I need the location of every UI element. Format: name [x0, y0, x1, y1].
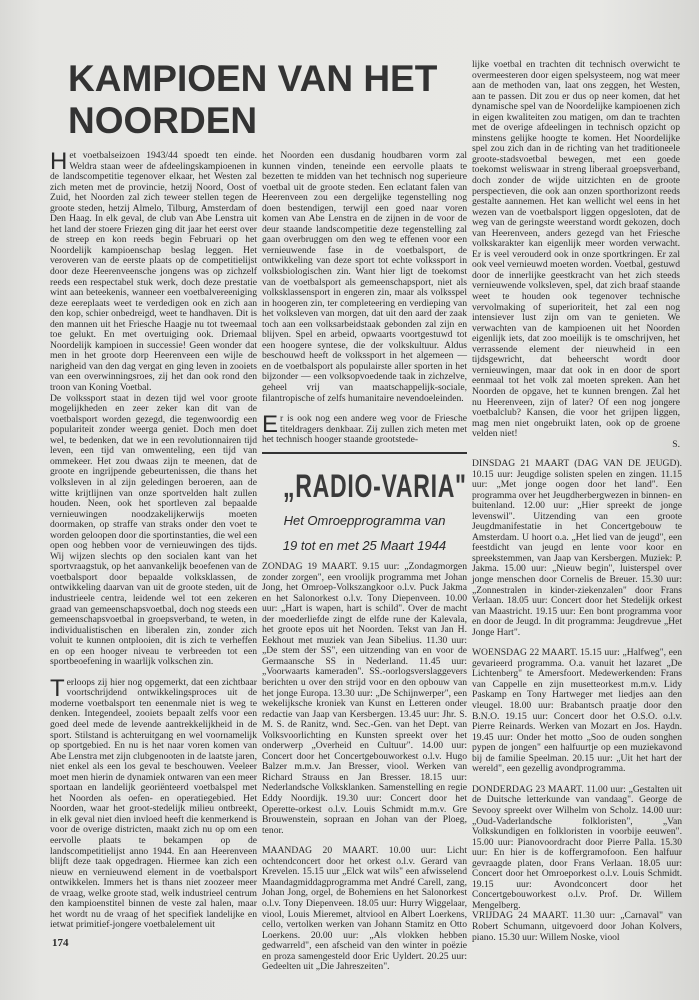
radio-date-range: 19 tot en met 25 Maart 1944 — [282, 538, 447, 553]
program-day: WOENSDAG 22 MAART. 15.15 uur: „Halfweg", een gevarieerd programma. O.a. vanuit het lazaret „De Lichtenberg" te Amersfoort. Medewerkenden: Frans van Cappelle en zijn musetteorkest m.m.v. Lidy Paskamp en Tony Hartweger met liedjes aan den vleugel. 18.00 uur: Brabantsch praatje door den B.N.O. 19.15 uur: Concert door het O.S.O. o.l.v. Pierre Reinards. Werken van Mozart en Jos. Haydn. 19.45 uur: Onder het motto „Soo de ouden songhen pypen de jongen" een halfuurtje op een muziekavond bij de familie Speelman. 20.15 uur: „Uit het hart der wereld", een gezellig avondprogramma. — [472, 647, 682, 775]
article-title — [68, 58, 463, 142]
paragraph: De volkssport staat in dezen tijd wel voor groote mogelijkheden en zeer zeker kan dit van de voetbalsport worden gezegd, die tegenwoordig een populariteit zonder weerga geniet. Doch men doet wel, te bedenken, dat we in een revolutionnairen tijd leven, een tijd van omwenteling, een tijd van ommekeer. Het zou dwaas zijn te meenen, dat de groote en ingrijpende gebeurtenissen, die thans het volksleven in al zijn geledingen beroeren, aan de witte krijtlijnen van onze sportvelden halt zullen houden. Neen, ook het sportleven zal bepaalde vernieuwingen noodzakelijkerwijs moeten doormaken, op straffe van straks onder den voet te worden geloopen door die sportinstanties, die wel een open oog hebben voor de vernieuwingen des tijds. Wij wijzen slechts op den socialen kant van het sportvraagstuk, op het aanvankelijk beoefenen van de voetbalsport door bepaalde volksklassen, de ontwikkeling daarvan van uit de groote steden, uit de industrieele centra, leidende wel tot een zekeren graad van gemeenschapsvoetbal, doch nog steeds een gemeenschapsvoetbal in groepsverband, te weten, in individualistischen en liberalen zin, zonder zich voluit te kunnen ontplooien, dit is zich te verheffen en op een hooger niveau te verbreeden tot een sportbeoefening in waarlijk volkschen zin. — [50, 392, 257, 668]
program-day: DINSDAG 21 MAART (DAG VAN DE JEUGD). 10.15 uur: Jeugdige solisten spelen en zingen. 11.15 uur: „Met jonge oogen door het land". Een programma over het Jeugdherbergwezen in binnen- en buitenland. 12.00 uur: „Hier spreekt de jonge levenswil". Uitzending van een groote Jeugdmanifestatie in het Concertgebouw te Amsterdam. U hoort o.a. „Het lied van de jeugd", een feestdicht van jeugd en lente voor koor en spreekstemmen, van Jaap van Kersbergen. Muziek: P. Jakma. 15.00 uur: „Nieuw begin", luisterspel over jonge menschen door Cornelis de Breuer. 15.30 uur: „Zonnestralen in kinder-ziekenzalen" door Frans Verlaan. 18.05 uur: Concert door het Stedelijk orkest van Maastricht. 19.15 uur: Een bont programma voor en door de Jeugd. In dit programma: Jeugdrevue „Het Jonge Hart". — [472, 458, 682, 638]
radio-section-title: „RADIO-VARIA" — [283, 468, 467, 504]
program-day: ZONDAG 19 MAART. 9.15 uur: „Zondagmorgen zonder zorgen", een vroolijk programma met Johan Jong, het Omroep-Volkszangkoor o.l.v. Puck Jakma en het Salonorkest o.l.v. Tony Diepenveen. 10.00 uur: „Hart is wapen, hart is schild". Over de macht der moederliefde zingt de elfde rune der Kalevala, het groote epos uit het Noorden. Tekst van Jan H. Eekhout met muziek van Jean Sibelius. 11.30 uur: „De stem der SS", een uitzending van en voor de Germaansche SS in Nederland. 11.45 uur: „Voorwaarts kameraden". SS.-oorlogsverslaggevers berichten u over den strijd voor en den opbouw van het jonge Europa. 13.30 uur: „De Schijnwerper", een wekelijksche kroniek van Kunst en Letteren onder redactie van Jaap van Kersbergen. 13.45 uur: Jhr. S. M. S. de Ranitz, wnd. Sec.-Gen. van het Dept. van Volksvoorlichting en Kunsten spreekt over het onderwerp „Overheid en Cultuur". 14.00 uur: Concert door het Concertgebouworkest o.l.v. Hugo Balzer m.m.v. Jan Bresser, viool. Werken van Richard Strauss en Jan Bresser. 18.15 uur: Nederlandsche Volksklanken. Samenstelling en regie Eddy Noordijk. 19.30 uur: Concert door het Operette-orkest o.l.v. Louis Schmidt m.m.v. Gre Brouwenstein, sopraan en Johan van der Ploeg, tenor. — [262, 561, 467, 836]
program-day: MAANDAG 20 MAART. 10.00 uur: Licht ochtendconcert door het orkest o.l.v. Gerard van Krevelen. 15.15 uur „Elck wat wils" een afwisselend Maandagmiddagprogramma met André Carell, zang, Johan Jong, orgel, de Bohemiens en het Salonorkest o.l.v. Tony Diepenveen. 18.05 uur: Hurry Wiggelaar, viool, Louis Mieremet, altviool en Albert Loerkens, cello, vertolken werken van Johann Stamitz en Otto Loerkens. 20.00 uur: „Als vlokken hebben gedwarreld", een afscheid van den winter in poëzie en proza samengesteld door Eric Uyldert. 20.25 uur: Gedeelten uit „Die Jahreszeiten". — [262, 845, 467, 973]
paragraph-text: r is ook nog een andere weg voor de Friesche titeldragers denkbaar. Zij zullen zich meten met het technisch hooger staande grootstede- — [262, 413, 467, 446]
program-day: DONDERDAG 23 MAART. 11.00 uur: „Gestalten uit de Duitsche letterkunde van vandaag". George de Sevooy spreekt over Wilhelm von Scholz. 14.00 uur: „Oud-Vaderlandsche folkloristen", „Van Volkskundigen en folkloristen in voorbije eeuwen". 15.00 uur: Pianovoordracht door Pierre Palla. 15.30 uur: En hier is de koffergramofoon. Een halfuur gevraagde platen, door Frans Verlaan. 18.05 uur: Concert door het Omroeporkest o.l.v. Louis Schmidt. 19.15 uur: Avondconcert door het Concertgebouworkest o.l.v. Prof. Dr. Willem Mengelberg. — [472, 783, 682, 911]
title-line-2: NOORDEN — [68, 100, 258, 141]
radio-column-right — [472, 459, 682, 941]
paragraph — [262, 411, 467, 446]
program-day: VRIJDAG 24 MAART. 11.30 uur: „Carnaval" van Robert Schumann, uitgevoerd door Johan Kolvers, piano. 15.30 uur: Willem Noske, viool — [472, 910, 682, 943]
paragraph-text: erloops zij hier nog opgemerkt, dat een zichtbaar voortschrijdend ontwikkelingsproces uit de moderne voetbalsport ten eenenmale niet is weg te denken. Integendeel, zooiets bepaalt zelfs voor een goed deel mede de levende aantrekkelijkheid in de sport. Stilstand is achteruitgang en wel voornamelijk op sportgebied. En nu is het naar voren komen van Abe Lenstra met zijn clubgenooten in de laatste jaren, niet enkel als een los geval te beschouwen. Veeleer moet men hierin de dynamiek ontwaren van een meer sportaan en landelijk georiënteerd voetbalspel met het Noorden als oefen- en operatiegebied. Het Noorden, waar het groot-stedelijk milieu ontbreekt, in elk geval niet dien invloed heeft die kenmerkend is voor de overige districten, maakt zich nu op om een eervolle plaats te bekampen op de landscompetitielijst anno 1944. En aan Heerenveen blijft deze taak opgedragen. Hiermee kan zich een nieuw en vernieuwend element in de voetbalsport ontwikkelen. Immers het is thans niet zoozeer meer de vraag, welke groote stad, welk industrieel centrum den kampioenstitel binnen de veste zal halen, maar het wordt nu de vraag of het specifiek landelijke en ietwat primitief-jongere voetbalelement uit — [50, 676, 257, 931]
radio-subtitle: Het Omroepprogramma van — [283, 513, 446, 528]
page-number: 174 — [52, 937, 69, 949]
paragraph — [50, 674, 257, 931]
radio-column-middle — [262, 561, 467, 973]
drop-cap: E — [262, 411, 279, 439]
paragraph: lijke voetbal en trachten dit technisch overwicht te overmeesteren door eigen spelsysteem, nog wat meer aan de methoden van, laat ons zeggen, het Westen, aan te passen. Dit zou er dus op neer komen, dat het dynamische spel van de Noordelijke kampioenen zich in eigen kwaliteiten zou matigen, om dan te trachten met de overige afdeelingen in technisch opzicht op minstens gelijke hoogte te komen. Het Noordelijke spel zou zich dan in de richting van het traditioneele groote-stadsvoetbal bewegen, met een goede toekomst weliswaar in streng liberaal groepsverband, doch zonder de wijde uitzichten en de groote perspectieven, die ook aan onzen sporthorizont reeds gestalte aannemen. Het kan wellicht wel eens in het wezen van de voetbalsport liggen opgesloten, dat de weg van de geringste weerstand wordt gekozen, doch van Heerenveen, anders gezegd van het Friesche volkskarakter kan eigenlijk meer worden verwacht. Er is veel verouderd ook in onze sportkringen. Er zal ook veel vernieuwd moeten worden. Voetbal, gestuwd door de innerlijke geestkracht van het zich steeds vernieuwende volksleven, spel, dat zich braaf staande weet te houden ook tegenover technische vervolmaking of superioriteit, het zal een nog intensiever lust zijn om van te genieten. We verwachten van de kampioenen uit het Noorden eigenlijk iets, dat zoo moeilijk is te omschrijven, het verrassende element der nieuwheid in een tijdsgewricht, dat beheerscht wordt door vernieuwingen, maar dat ook in en door de sport eenmaal tot het volk zal moeten spreken. Aan het Noorden de opgave, het te kunnen brengen. Zal het nu Heerenveen, zijn of later? Of een nog jongere voetbalclub? Kansen, die voor het grijpen liggen, mag men niet ongebruikt laten, ook op de groene velden niet! — [472, 59, 680, 440]
article-column-left — [50, 148, 257, 933]
paragraph — [50, 148, 257, 394]
drop-cap: T — [50, 674, 65, 702]
drop-cap: H — [50, 148, 68, 175]
article-column-right — [472, 59, 680, 450]
section-divider — [262, 452, 467, 454]
author-signature: S. — [672, 438, 680, 450]
article-column-middle — [262, 150, 467, 446]
title-line-1: KAMPIOEN VAN HET — [68, 58, 438, 99]
paragraph: het Noorden een dusdanig houdbaren vorm zal kunnen vinden, teneinde een eervolle plaats te bezetten te midden van het technisch nog superieure voetbal uit de groote steden. Een eclatant falen van Heerenveen zou een dergelijke tegenstelling nog doen bestendigen, terwijl een goed naar voren komen van Abe Lenstra en de zijnen in de voor de deur staande landscompetitie deze tegenstelling zal gaan overbruggen om den weg te effenen voor een vernieuwende fase in de voetbalsport, de ontwikkeling van deze sport tot echte volkssport in volksbiologischen zin. Want hier ligt de toekomst van de voetbalsport als gemeenschapsport, niet als volksklassensport in engeren zin, maar als volksspel in hoogeren zin, ter completeering en verdieping van het volksleven van morgen, dat uit den aard der zaak toch aan een volksarbeidstaak gebonden zal zijn en blijven. Spel en arbeid, opwaarts voortgestuwd tot een hoogere syntese, die der volkskultuur. Aldus beschouwd heeft de volkssport in het algemeen — en de voetbalsport als populairste aller sporten in het bijzonder — een volksopvoedende taak in zichzelve, geheel vrij van maatschappelijk-sociale, filantropische of zelfs humanitaire nevendoeleinden. — [262, 150, 467, 404]
paragraph-text: et voetbalseizoen 1943/44 spoedt ten einde. Weldra staan weer de afdeelingskampioenen in de landscompetitie tegenover elkaar, het Westen zal zich meten met de provincie, hetzij Noord, Oost of Zuid, het Noorden zal zich teweer stellen tegen de groote steden, hetzij Almelo, Tilburg, Amsterdam of Den Haag. In elk geval, de club van Abe Lenstra uit het land der stoere Friezen ging dit jaar het eerst over de streep en kon reeds begin Februari op het Noordelijk kampioenschap beslag leggen. Het veroveren van de eerste plaats op de competitielijst door deze Heerenveensche jongens was op zichzelf reeds een respectabel stuk werk, doch deze prestatie wint aan beteekenis, wanneer een voetbalvereeniging deze eereplaats weet te verdedigen ook en zich aan den kop, schier onbedreigd, weet te handhaven. Dit is den mannen uit het Friesche Haagje nu tot tweemaal toe gelukt. En met overtuiging ook. Driemaal Noordelijk kampioen in successie! Geen wonder dat men in het groote dorp Heerenveen een wijle de narigheid van den dag vergat en ging leven in zooiets van een overwinningsroes, zij het dan ook rond den troon van Koning Voetbal. — [50, 150, 257, 394]
